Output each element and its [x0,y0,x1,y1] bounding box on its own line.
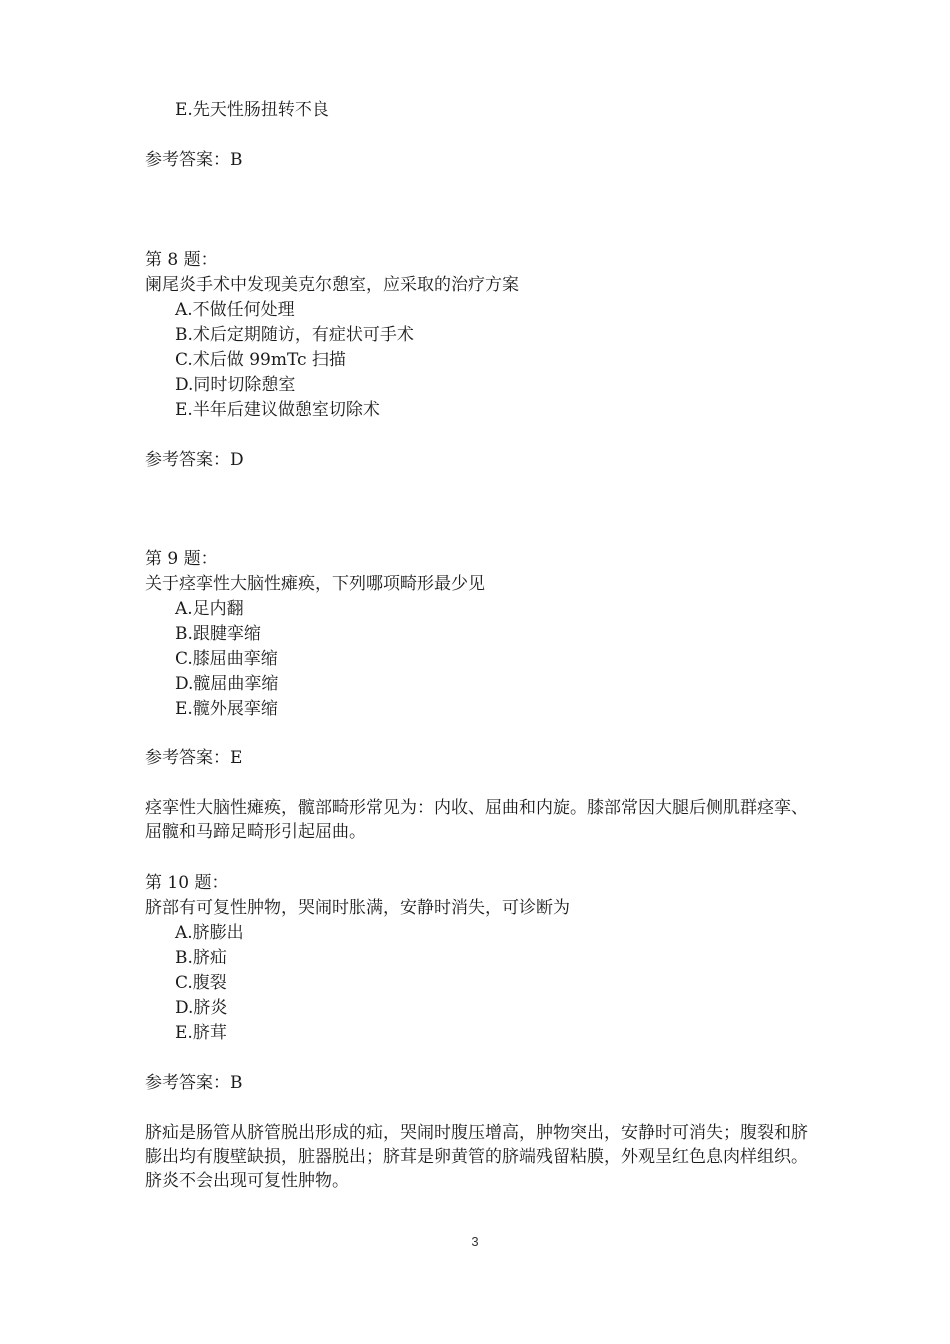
page-number: 3 [471,1234,479,1249]
question-9-answer: 参考答案：E [145,748,243,768]
question-10-option-d: D.脐炎 [175,998,228,1018]
question-8-option-a: A.不做任何处理 [175,300,295,320]
question-8-answer: 参考答案：D [145,450,244,470]
question-10-stem: 脐部有可复性肿物，哭闹时胀满，安静时消失，可诊断为 [145,898,570,918]
question-10-option-b: B.脐疝 [175,948,227,968]
option-e-prev: E.先天性肠扭转不良 [175,100,329,120]
question-10-number: 第 10 题： [145,873,229,893]
question-8-option-e: E.半年后建议做憩室切除术 [175,400,380,420]
question-9-option-d: D.髋屈曲挛缩 [175,674,279,694]
answer-prev: 参考答案：B [145,150,243,170]
question-9-option-c: C.膝屈曲挛缩 [175,649,278,669]
question-9-number: 第 9 题： [145,549,218,569]
question-9-explanation: 痉挛性大脑性瘫痪，髋部畸形常见为：内收、屈曲和内旋。膝部常因大腿后侧肌群痉挛、屈髋和马蹄足畸形引起屈曲。 [145,798,808,842]
question-10-option-a: A.脐膨出 [175,923,244,943]
question-9-option-a: A.足内翻 [175,599,244,619]
question-10-option-e: E.脐茸 [175,1023,227,1043]
question-9-option-b: B.跟腱挛缩 [175,624,261,644]
question-10-option-c: C.腹裂 [175,973,227,993]
question-8-option-c: C.术后做 99mTc 扫描 [175,350,346,370]
question-10-answer: 参考答案：B [145,1073,243,1093]
question-8-stem: 阑尾炎手术中发现美克尔憩室，应采取的治疗方案 [145,275,519,295]
question-8-number: 第 8 题： [145,250,218,270]
question-10-explanation: 脐疝是肠管从脐管脱出形成的疝，哭闹时腹压增高，肿物突出，安静时可消失；腹裂和脐膨出均有腹壁缺损，脏器脱出；脐茸是卵黄管的脐端残留粘膜，外观呈红色息肉样组织。脐炎不会出现可复性肿物。 [145,1123,808,1191]
question-9-stem: 关于痉挛性大脑性瘫痪，下列哪项畸形最少见 [145,574,485,594]
question-8-option-b: B.术后定期随访，有症状可手术 [175,325,414,345]
question-8-option-d: D.同时切除憩室 [175,375,296,395]
question-9-option-e: E.髋外展挛缩 [175,699,278,719]
